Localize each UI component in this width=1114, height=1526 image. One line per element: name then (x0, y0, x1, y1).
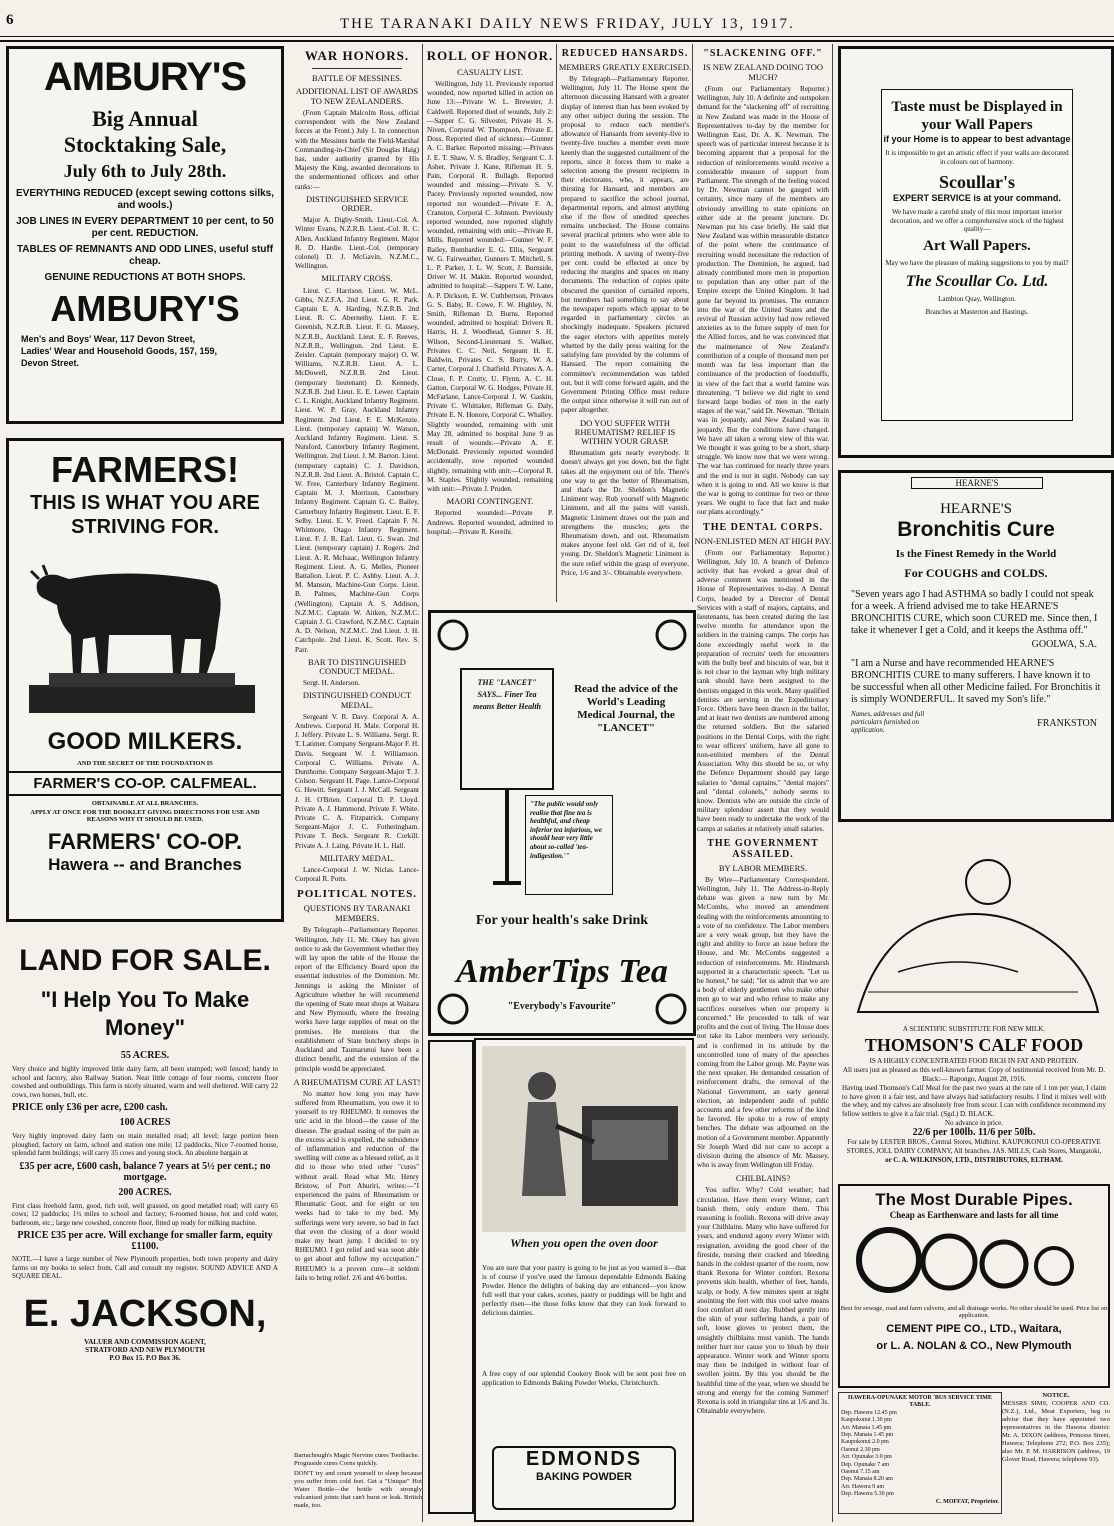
timetable-row: Kaupokonui 2.0 pm (841, 1439, 889, 1446)
messines-sub: BATTLE OF MESSINES. (312, 73, 402, 83)
edmonds-description: You are sure that your pastry is going to be just as you wanted it—that is of course if you've used the famous dependable Edmonds Baking Powder. Hence the delights of baking day are enhanced—you know full well that your cakes, scones, pastry or puddings will be light and perfectly risen—the those folks know that they can look forward to delicious dainties. (482, 1264, 686, 1317)
hansards-text: By Telegraph—Parliamentary Reporter. Wellington, July 11. The House spent the afternoon discussing Hansard with a greater display of interest than has been evoked by any other subject during the session. The proposal to reduce each member's allowance of Hansards from seventy-five to twenty-five touches a member even more keenly than the suggested curtailment of the reports, since it forces them to make a selection among the present recipients in their electorates, who, it appears, are thirsting for Hansard, and members are prepared to sacrifice the school journal, departmental reports, and almost anything else if the flow of unedited speeches remains unchecked. The House contains several practical printers who were able to point to the wastefulness of the official printing methods. A saving of twenty-five per cent. could be effected at once by reducing the margins and spaces on many documents. The reduction of copies quite obscured the question of curtailed reports, but members had something to say about the newspaper reports which appear to be regarded in parliamentary circles as shockingly inadequate. Speakers pictured the eager electors with appetites merely whetted by the daily press waiting for the satisfying fare provided by the columns of Hansard. The report containing the committee's recommendation was tabled out, but it will come forward again, and the Government Printing Office must reduce the output since otherwise it will run out of paper altogether. (561, 75, 689, 415)
timetable-row: Arr. Manaia 1.45 pm (841, 1424, 892, 1431)
land-for-sale-advert (6, 944, 284, 1362)
farmers-apply: APPLY AT ONCE FOR THE BOOKLET GIVING DIRECTIONS FOR USE AND REASONS WHY IT SHOULD BE USED. (30, 809, 260, 823)
timetable-row: Dep. Hawera 12.45 pm (841, 1409, 897, 1416)
timetable-row: Dep. Manaia 8.20 am (841, 1476, 893, 1483)
scoullar-quay: Lambton Quay, Wellington. (938, 295, 1016, 303)
maori-text: Reported wounded:—Private P. Andrews. Reported wounded, admitted to hospital:—Private R. Kereihi. (427, 509, 553, 536)
farmers-sub1: THIS IS WHAT YOU ARE (30, 492, 260, 514)
hearne-sig1: GOOLWA, S.A. (1031, 639, 1097, 650)
awards-sub: ADDITIONAL LIST OF AWARDS TO NEW ZEALANDERS. (295, 86, 419, 106)
land-100-price: £35 per acre, £600 cash, balance 7 years at 5½ per cent.; no mortgage. (19, 1160, 271, 1183)
rheumatism-cure-heading: A RHEUMATISM CURE AT LAST! (293, 1076, 421, 1087)
scoullar-branches: Branches at Masterton and Hastings. (925, 307, 1029, 316)
everybodys-favourite: "Everybody's Favourite" (507, 1001, 617, 1012)
amber-tips-tea-advert (428, 610, 696, 1036)
divider (312, 68, 402, 69)
farmers-sub2: STRIVING FOR. (71, 516, 219, 538)
jackson-name: E. JACKSON, (23, 1292, 267, 1335)
slackening-column (694, 44, 833, 1522)
cow-illustration (9, 539, 275, 719)
scoullar-sub: if your Home is to appear to best advantage (883, 134, 1071, 144)
mm-sub: MILITARY MEDAL. (319, 852, 395, 863)
timetable-heading: HAWERA-OPUNAKE MOTOR 'BUS SERVICE TIME TABLE. (848, 1395, 992, 1409)
lancet-read-advice: Read the advice of the World's Leading Medical Journal, the "LANCET" (574, 683, 678, 734)
farmers-advert (6, 438, 284, 922)
hearne-testimonial1: "Seven years ago I had ASTHMA so badly I could not speak for a week. A friend advised me to take HEARNE'S BRONCHITIS CURE, which soon CURED me. Since then, I take it whenever I get a Cold, and it keeps the Asthma off." (851, 589, 1098, 636)
rheum-relief-text: Rheumatism gets nearly everybody. It doesn't always get you down, but the fight takes all the enjoyment out of life. There's one way to get the better of Rheumatism, and that's the Dr. Sheldon's Magnetic Liniment way. Rub yourself with Magnetic Liniment, and all the pains will vanish. Magnetic Liniment draws out the pain and strengthens the muscles; gets the Rheumatism down, and out. Rheumatism makes anyone feel old. Get rid of it, feel young. Dr. Sheldon's Magnetic Liniment is the sure relief within the grasp of everyone. Price, 1/6 and 3/-. Obtainable everywhere. (561, 449, 689, 577)
mc-list: Lieut. C. Harrison. Lieut. W. McL. Gibbs, N.Z.F.A. 2nd Lieut. G. R. Park. Captain E. A. Harding, N.Z.R.B. 2nd Lieut. R. C. Abernethy. Lieut. F. E. Greenish, N.Z.R.B. Lieut. F. G. Massey, N.Z.R.B., Auckland. Lieut. E. F. Reeves, N.Z.R.B., Wellington. 2nd Lieut. E. Zeisler. Captain (temporary major) O. W. Williams, N.Z.R.B. Lieut. A. L. McDowell, N.Z.R.B. 2nd Lieut. (temporary lieutenant) D. Kennedy, N.Z.R.B. 2nd Lieut. E. E. Lewer. Captain C. L. Knight, Auckland Infantry Regiment. Lieut. W. P. Gray, Auckland Infantry Regiment. 2nd Lieut. F. E. McKenzie. Lieut. (temporary captain) W. Watson, Auckland Infantry Regiment. Lieut. S. Nutsford, Canterbury Infantry Regiment, Wellington. 2nd Lieut. J. M. Barton. Lieut. (temporary captain) C. J. Davidson, N.Z.R.B. 2nd Lieut. A. Bristol. Captain C. W. Free, Canterbury Infantry Regiment. Captain M. J. Morrison, Canterbury Infantry Regiment. Captain G. C. Bailey, Canterbury Infantry Regiment. Lieut. E. F. Selby. Lieut. E. V. Freed. Captain F. N. Whitmore, Otago Infantry Regiment. Lieut. F. J. R. Earl. Lieut. G. Swan. 2nd Lieut. (temporary captain) J. Rogers. 2nd Lieut. A. R. McIsaac, Wellington Infantry Regiment. Lieut. A. G. Melles, Pioneer Battalion. Lieut. P. C. Ashby. Lieut. A. J. M. Manson, Machine-Gun Corps. Lieut. B. Palmes, Machine-Gun Corps (Wellington). Captain A. S. Addison, N.Z.M.C. Captain W. Aitken, N.Z.M.C. Captain J. G. Crawford, N.Z.M.C. Captain A. D. Nelson, N.Z.M.C. 2nd Lieut. J. H. Catchpole. 2nd Lieut. K. Scott. Rev. S. Parr. (295, 286, 419, 654)
thomson-advert (838, 1024, 1110, 1178)
war-honors-heading: WAR HONORS. (304, 48, 410, 63)
cement-pipes-advert (838, 1184, 1110, 1388)
timetable-row: Arr. Hawera 9 am (841, 1483, 884, 1490)
mm-list: Lance-Corporal J. W. Niclas. Lance-Corporal R. Potts. (295, 866, 419, 884)
timetable-row: Kaupokonui 1.30 pm (841, 1417, 892, 1424)
ambury-advert (6, 46, 284, 424)
thomson-s5: For sale by LESTER BROS., Central Stores, Midhirst. KAUPOKONUI CO-OPERATIVE STORES, JOLL DAIRY COMPANY, All branches. JAS. MILLS, Cash Stores, Mangatoki, (846, 1138, 1102, 1155)
pipes-use: Best for sewage, road and farm culverts, and all drainage works. No other should be used. Price list on application. (840, 1305, 1108, 1319)
dso-list: Major A. Digby-Smith. Lieut.-Col. A. Winter Evans, N.Z.R.B. Lieut.-Col. R. C. Allen, Auckland Infantry Regiment. Major R. D. Hardie. Lieut.-Col. (temporary colonel) D. J. McGavin, N.Z.M.C., Wellington. (295, 216, 419, 271)
edmonds-tagline: When you open the oven door (510, 1236, 658, 1250)
ambury-point2: JOB LINES IN EVERY DEPARTMENT 10 per cent, to 50 per cent. REDUCTION. (16, 216, 274, 239)
chilblains-heading: CHILBLAINS? (735, 1173, 791, 1184)
edmonds-logo-name: EDMONDS (525, 1448, 643, 1470)
land-note: NOTE.—I have a large number of New Plymouth properties, both town property and dairy farms on my books to select from. Call and consult my register. SOUND ADVICE AND A SQUARE DEAL. (12, 1255, 278, 1280)
notice-heading: NOTICE. (1042, 1392, 1070, 1399)
roll-heading: ROLL OF HONOR. (426, 48, 554, 63)
land-200-price: PRICE £35 per acre. Will exchange for smaller farm, equity £1100. (17, 1230, 273, 1252)
land-200-acres: 200 ACRES. (118, 1186, 172, 1198)
calfmeal-heading: FARMER'S CO-OP. CALFMEAL. (9, 771, 281, 796)
scoullar-company: The Scoullar Co. Ltd. (905, 273, 1049, 290)
chilblains-text: You suffer. Why? Cold weather; bad circulation. Have them every Winter, can't banish them, only endure them. This reasoning is foolish. Rexona will drive away your Chilblains. Many who have suffered for years, and endured agony every Winter with resignation, avoiding the good cheer of the fireside, nursing their cracked and bleeding hands in the coldest quarter of the room, now thank Rexona for Winter comfort. Rexona prevents skin health, whether of feet, hands, scalp, or body. A few minutes spent at night anointing the feet with this cool salve means foot comfort all next day. Rubbed gently into the skin of your suffering hands, a pair of soft, loose gloves to protect them, the unsightly chilblains must vanish. The hands neither hurt nor cause you to blush by their appearance. Winter work and Winter sports may then be indulged in without fear of swollen joints. By this you should be the healthful time of the year, when we should be strong and energy for the coming Summer! Rexona is sold in triangular tins at 1/6 and 3s. Obtainable everywhere. (697, 1186, 829, 1416)
ambury-name-2: AMBURY'S (50, 288, 240, 329)
scoullar-name: Scoullar's (938, 172, 1015, 192)
health-sake: For your health's sake Drink (475, 913, 649, 928)
rheumatism-cure-text: No matter how long you may have suffered from Rheumatism, you owe it to yourself to try RHEUMO. It removes the uric acid in the blood—the cause of the disease. The gradual easing of the pain as the excess acid is expelled, the subsidence of inflammation and reduction of the swelling will come as a blessed relief, as it did to those who tried other "cures" without avail. Read what Mr. Henry Bristow, of Port Ahuriri, writes:—"I experienced the pains of Rheumatism or Rheumatic Gout, and for eight or ten weeks had to take to my bed. My sufferings were very severe, so bad in fact that even the closing of a door would make my heart jump. I decided to try RHEUMO. I got relief and was soon able to get about and follow my occupation." RHEUMO is a proven cure—it seldom fails to bring relief. 2/6 and 4/6 bottles. (295, 1089, 419, 1282)
hearne-sig2: FRANKSTON (1037, 718, 1097, 729)
hearne-names: Names, addresses and full particulars furnished on application. (851, 710, 925, 734)
mc-sub: MILITARY CROSS. (321, 273, 393, 284)
scoullar-advert (838, 46, 1114, 458)
thomson-title: THOMSON'S CALF FOOD (864, 1034, 1084, 1055)
ambury-address1: Men's and Boys' Wear, 117 Devon Street, (21, 334, 196, 344)
pipes-company1: CEMENT PIPE CO., LTD., Waitara, (886, 1323, 1062, 1335)
rheum-relief-sub: DO YOU SUFFER WITH RHEUMATISM? RELIEF IS WITHIN YOUR GRASP. (574, 417, 676, 446)
political-notes-heading: POLITICAL NOTES. (297, 888, 417, 901)
government-sub: BY LABOR MEMBERS. (718, 862, 808, 873)
farmers-obtainable: OBTAINABLE AT ALL BRANCHES. (91, 800, 199, 807)
timetable-row: Arr. Opunake 3.0 pm (841, 1454, 892, 1461)
bus-timetable (838, 1392, 1002, 1514)
scoullar-art-papers: Art Wall Papers. (923, 237, 1031, 254)
dental-heading: THE DENTAL CORPS. (703, 521, 823, 533)
farmers-secret: AND THE SECRET OF THE FOUNDATION IS (77, 760, 213, 767)
casualty-sub: CASUALTY LIST. (457, 67, 523, 77)
farmers-hawera: Hawera -- and Branches (48, 855, 242, 874)
hearne-coughs: For COUGHS and COLDS. (904, 566, 1048, 580)
timetable-row: Oaonui 7.15 am (841, 1469, 880, 1476)
land-100-acres: 100 ACRES (119, 1117, 171, 1128)
scoullar-note: It is impossible to get an artistic effect if your walls are decorated in colours out of harmony. (885, 149, 1069, 166)
dental-text: (From our Parliamentary Reporter.) Wellington, July 10. A branch of Defence activity that has evoked a great deal of adverse comment was mentioned in the House of Representatives to-day. A Dental Corps, headed by a Director of Dental Services with a staff of majors, captains, and lieutenants, has been created during the last twelve months for attendance upon the soldiers in the training camps. The corps has done exceedingly useful work in the preparation of recruits' teeth for encounters with the bully beef and biscuits of war, but it is not clear to the layman why high military rank should have been assigned to the dentists engaged in this work. Many qualified dentists are serving in the Expeditionary Force. Others have been drawn in the ballot, and at least two dentists are numbered among the returned soldiers. But the salaried positions in the Dental Corps, with the right to wear officers' uniform, have all gone to non-enlisted members of the Dental Association. Why this should be so, or why the Defence Department should pay large salaries to "dental captains," "dental majors" and "dental colonels," nobody seems to know. Dentists who are outside the circle of military splendour assert that they would have been ready to undertake the work of the camps at salaries at relatively small salaries. (697, 548, 829, 833)
edmonds-logo (492, 1446, 676, 1510)
notice-text: MESSRS SIMS, COOPER AND CO. (N.Z.), Ltd., Meat Exporters, beg to advise that they have appointed two representatives in the Hawera district: Mr. A. DIXON (address, Princess Street, Hawera; Telephone 272; P.O. Box 235); also Mr. P. M. HARRISON (address, 19 Glover Road, Hawera; telephone 93). (1002, 1400, 1110, 1463)
barrachough-ad: Barrachough's Magic Nervine cures Toothache. Prograside cures Corns quickly. (294, 1452, 420, 1467)
slackening-sub: IS NEW ZEALAND DOING TOO MUCH? (703, 62, 823, 82)
jackson-valuer: VALUER AND COMMISSION AGENT, (84, 1337, 206, 1346)
government-text: By Wire—Parliamentary Correspondent. Wellington, July 11. The Address-in-Reply debate was given a new turn by Mr. McCombs, who moved an amendment dealing with the reinforcements amounting to a vote of no confidence. The Labor members are a very weak group, but they have the right and ability to force an issue before the House, and Mr. McCombs suggested a reduction of reinforcements. Mr. Hindmarsh supported in a characteristic speech. "Let us be honest," he said; "let us admit that we are a body of elderly gentlemen who make other men go to war and who refuse to make any sacrifices ourselves when our property is concerned." He proceeded to talk of war profits and the cost of living. The House does not take its Labor members very seriously, and is confirmed in its attitude by the uncontrolled tone of many of the speeches coming from the Labor group. Mr. Payne was the next speaker. He demanded cessation of reinforcement drafts, the removal of the National Government, an early general election, an independent audit of public accounts and a few other reforms of the kind he favored. He spoke to a row of empty benches. The debate was adjourned on the motion of a Government member. Apparently Sir Joseph Ward did not care to accept a division during the absence of Mr. Massey, who is away from Wellington till Friday. (697, 875, 829, 1170)
thomson-s1: IS A HIGHLY CONCENTRATED FOOD RICH IN FAT AND PROTEIN. (869, 1056, 1079, 1065)
government-heading: THE GOVERNMENT ASSAILED. (707, 837, 819, 860)
timetable-proprietor: C. MOFFAT, Proprietor. (935, 1498, 999, 1505)
hansards-column (558, 44, 693, 602)
ambury-point4: GENUINE REDUCTIONS AT BOTH SHOPS. (44, 272, 246, 283)
newspaper-title: THE TARANAKI DAILY NEWS FRIDAY, JULY 13, 1917. (340, 16, 795, 32)
farmers-heading: FARMERS! (51, 449, 239, 490)
dental-sub: NON-ENLISTED MEN AT HIGH PAY. (694, 535, 832, 546)
sims-cooper-notice (1002, 1392, 1110, 1464)
dcm-list: Sergeant V. R. Davy. Corporal A. A. Andrews. Corporal H. Male. Corporal H. J. Jeffery. Private L. S. Williams. Sergt. R. T. Latimer. Company Sergeant-Major F. H. Davis. Sergeant W. J. Williamson. Corporal C. Williams. Private A. Dunthorne. Company Sergeant-Major T. J. Colson. Sergeant H. Page. Lance-Corporal G. Hewitt. Sergeant J. J. McCall. Sergeant J. H. O'Brien. Corporal D. P. Lloyd. Private A. J. Hammond. Private F. White. Private C. A. Fitzpatrick. Company Sergeant-Major J. C. Fotheringham. Private T. Beck. Sergeant R. Corkill. Private A. J. Laing. Private H. L. Hall. (295, 712, 419, 850)
jackson-places: STRATFORD AND NEW PLYMOUTH (85, 1345, 205, 1354)
hearne-sign: HEARNE'S (911, 477, 1043, 489)
pipes-company2: or L. A. NOLAN & CO., New Plymouth (876, 1340, 1072, 1352)
scoullar-headline: Taste must be Displayed in your Wall Papers (891, 99, 1063, 133)
jackson-boxes: P.O Box 15. P.O Box 36. (109, 1353, 181, 1362)
timetable-row: Dep. Manaia 1.45 pm (841, 1432, 894, 1439)
questions-sub: QUESTIONS BY TARANAKI MEMBERS. (303, 903, 411, 924)
land-55-price: PRICE only £36 per acre, £200 cash. (12, 1102, 168, 1113)
scoullar-panel (881, 89, 1073, 421)
amber-tips-brand: AmberTips Tea (456, 953, 668, 990)
hansards-heading: REDUCED HANSARDS. (561, 48, 689, 59)
war-intro: (From Captain Malcolm Ross, official correspondent with the New Zealand forces at the Front.) July 1. In connection with the Messines battle the Field-Marshal Commanding-in-Chief (Sir Douglas Haig) has, under authority granted by His Majesty the King, awarded decorations to the undermentioned officers and other ranks:— (295, 109, 419, 191)
land-quote: "I Help You To Make Money" (40, 987, 250, 1040)
edmonds-logo-sub: BAKING POWDER (536, 1471, 632, 1483)
thomson-s4: No advance in price. (945, 1119, 1003, 1127)
land-200-text: First class freehold farm, good, rich soil, well grassed, on good metalled road; will carry 65 cows; 12 paddocks; 1½ miles to school and factory; 6-roomed house, hot and cold water, bathroom, etc.; large new cowshed, concrete floor, fitted up ready for milking machine. (12, 1201, 278, 1227)
hansards-sub: MEMBERS GREATLY EXERCISED. (558, 62, 692, 72)
ambury-line1: Big Annual (92, 106, 198, 131)
casualty-text: Wellington, July 11. Previously reported wounded, now reported killed in action on June 13:—Private W. L. Brewster, J. Caldwell. Reported died of wounds, July 2:—Sapper C. G. Silvester, Private H. S. Niven, Corporal W. Thompson, Private E. Doss. Reported died of sickness:—Gunner A. C. Barker. Reported missing:—Privates J. E. T. Shaw, V. S. Bradley, Sergeant C. J. Asher, Private J. Kane, Rifleman H. S. Pain, Corporal R. Bullagh. Reported wounded and missing:—Private S. V. Pacey. Previously reported wounded, now reported not wounded:—Private F. A. Cranston, Corporal C. Johnson. Previously reported wounded, now reported slightly wounded, remaining with unit:—Private R. Mills. Reported wounded:—Gunner W. F. Bailey, Bombardier E. G. Ellis, Sergeant W. G. Fairweather, Gunners T. Mitchell, S. L. P. Parker, J. L. W. Scott, J. Burnside, Driver W. H. Makin. Reported wounded, admitted to hospital:—Sappers T. W. Lane, A. P. Dickson, E. W. Cuthbertson, Privates G. S. Baby, R. Cowe, F. W. Highley, N. Smith, Rifleman D. Burns. Reported wounded, admitted to hospital: Drivers R. Harris, H. J. Woodhead, Gunner S. H. Wilson, Second-Lieutenant S. Walker, Privates C. C. Neil, Sergeant H. E. Baldwin, Privates C. S. Burry, W. A. Carter, Corporal J. Chatfield. Privates A. A. Close, F. P. Crotty, U. Flynn, A. C. H. Gatton, Corporal W. G. Hodges, Private H. McFarlane, Lance-Corporal J. W. Gaskin, Private C. Whittaker, Rifleman G. Daly, Private E. N. Honore, Corporal C. Whalley. Slightly wounded, remaining with unit May 28, admitted to hospital June 9 as result of wounds:—Private A. F. McDonald. Previously reported wounded accidentally, now reported wounded slightly, remaining with unit:—Corporal R. M. Staples. Slightly wounded, remaining with unit:—Private J. Pruden. (427, 80, 553, 493)
lancet-signboard: THE "LANCET" SAYS... Finer Tea means Better Health (473, 678, 541, 711)
questions-text: By Telegraph—Parliamentary Reporter. Wellington, July 11. Mr. Okey has given notice to ask the Government whether they will lay upon the table of the House the report of the Efficiency Board upon the essential industries of the Dominion. Mr. Jennings is asking the Minister of Agriculture whether he will recommend the opening of State meat shops at Waitara and New Plymouth, where the freezing works have large supplies of meat on the premises. He mentions that the establishment of State butchery shops in Auckland and Taumarunui have been a distinct benefit, and the extension of the principle would be appreciated. (295, 926, 419, 1073)
thomson-s2: All users just as pleased as this well-known farmer. Copy of testimonial received from Mr. D. Black:— Rapongo, August 28, 1916. (842, 1066, 1106, 1083)
kitchen-illustration (482, 1046, 686, 1232)
ambury-address2: Ladies' Wear and Household Goods, 157, 159, (21, 346, 218, 356)
pipes-illustration (849, 1220, 1099, 1300)
pipes-sub: Cheap as Earthenware and lasts for all time (889, 1210, 1059, 1220)
scoullar-mail: May we have the pleasure of making suggestions to you by mail? (885, 258, 1069, 267)
hearne-finest: Is the Finest Remedy in the World (895, 548, 1057, 560)
thomson-s6: or C. A. WILKINSON, LTD., DISTRIBUTORS, ELTHAM. (885, 1156, 1063, 1164)
ambury-point3: TABLES OF REMNANTS AND ODD LINES, useful stuff cheap. (16, 244, 274, 267)
thomson-price: 22/6 per 100lb. 11/6 per 50lb. (912, 1126, 1036, 1138)
bar-dcm-list: Sergt. H. Anderson. (303, 679, 360, 688)
thomson-s3: Having used Thomson's Calf Meal for the past two years at the rate of 1 ton per year, I claim to have given it a fair test, and have always had satisfactory results. I find it mixes well with the whey, and my calves are absolutely free from scour. I can with confidence recommend my fellow settlers to give it a fair trial. (Sgd.) D. BLACK. (842, 1084, 1106, 1118)
war-honors-column (292, 44, 423, 1522)
thomson-pre: A SCIENTIFIC SUBSTITUTE FOR NEW MILK. (902, 1025, 1046, 1033)
land-heading: LAND FOR SALE. (19, 944, 271, 977)
ambury-address3: Devon Street. (21, 358, 80, 368)
land-55-text: Very choice and highly improved little dairy farm, all been stumped; well fenced; handy to school and factory, also Railway Station. Neat little cottage of four rooms, concrete floor cowshed and outbuildings. This farm is nicely situated, warm and well sheltered. Will carry 22 cows, two horses, bull, etc. (12, 1065, 278, 1099)
hot-water-bottle-ad: DON'T try and count yourself to sleep because you suffer from cold feet. Get a "Unique" Hot Water Bottle—the bottle with strongly vulcanised joints that can't burst or leak. British made, too. (294, 1470, 422, 1509)
ambury-name: AMBURY'S (43, 55, 247, 99)
hearne-advert (838, 470, 1114, 822)
pipes-title: The Most Durable Pipes. (875, 1190, 1073, 1209)
edmonds-advert (474, 1038, 694, 1522)
good-milkers: GOOD MILKERS. (47, 728, 243, 755)
dcm-sub: DISTINGUISHED CONDUCT MEDAL. (302, 690, 412, 710)
dso-sub: DISTINGUISHED SERVICE ORDER. (305, 193, 409, 214)
masthead-rule (0, 36, 1114, 37)
land-100-text: Very highly improved dairy farm on main metalled road; all level; large portion been ploughed; factory on farm, school and station one mile; 12 paddocks, Nice 7-roomed house, splendid farm buildings; will carry 35 cows and young stock. An absolute bargain at (12, 1132, 278, 1157)
ambury-dates: July 6th to July 28th. (63, 161, 227, 181)
scoullar-study: We have made a careful study of this most important interior decoration, and we offer a comprehensive stock of the highest quality— (890, 208, 1064, 233)
lancet-quote: "The public would only realise that fine tea is healthful, and cheap inferior tea injurious, we should hear very little about so-called 'tea-indigestion.'" (525, 795, 613, 895)
edmonds-free-book: A free copy of our splendid Cookery Book will be sent post free on application to Edmonds Baking Powder Works, Christchurch. (482, 1370, 686, 1387)
ambury-line2: Stocktaking Sale, (63, 132, 227, 157)
timetable-row: Dep. Opunake 7 am (841, 1461, 889, 1468)
land-55-acres: 55 ACRES. (120, 1050, 170, 1061)
hearne-testimonial2: "I am a Nurse and have recommended HEARNE'S BRONCHITIS CURE to many sufferers. I have known it to be successful when all other Medicine failed. For Bronchitis it is simply WONDERFUL. It saved my Son's life." (851, 658, 1101, 705)
timetable-row: Oaonui 2.30 pm (841, 1446, 880, 1453)
bar-dcm-sub: BAR TO DISTINGUISHED CONDUCT MEDAL. (308, 656, 406, 676)
page-number: 6 (6, 12, 14, 28)
slackening-heading: "SLACKENING OFF." (703, 48, 823, 59)
maori-sub: MAORI CONTINGENT. (446, 496, 534, 507)
farmers-coop: FARMERS' CO-OP. (47, 829, 243, 854)
bronchitis-cure: Bronchitis Cure (897, 518, 1055, 541)
slackening-text: (From our Parliamentary Reporter.) Wellington, July 10. A definite and outspoken demand for the "slackening off" of recruiting in New Zealand was made in the House of Representatives to-day by the member for Wellington East, Dr. A. K. Newman. The speech was of particular interest because it is becoming apparent that a proposal for the reduction of reinforcements would receive a considerable measure of support from Parliament. The strength of the feeling voiced by Dr. Newman cannot be gauged with certainty, since many of the members are obviously unwilling to state opinions on either side at the present juncture. Dr. Newman put his case briefly. He said that New Zealand was within measurable distance of the point where the continuance of recruiting would necessitate the reduction of production. The Dominion, he argued, had already contributed more men in proportion to population than any other part of the Empire except the United Kingdom. It had gone far beyond its promises. The entrance into the war of the United States and the revival of Russian activity had now relieved anxieties as to the future supply of men for the Allied forces, and he was convinced that the maintenance of New Zealand's contribution of a couple of thousand men per month was far less important than the continuance of the production of foodstuffs, in view of the fact that a world famine was threatening. "I believe we did right to send forward large bodies of men in the early stages of the war," said Dr. Newman. "Britain was in jeopardy, and New Zealand was in jeopardy. But the conditions have changed. We have all taken a wrong view of this war. We thought it was going to be a short, sharp struggle. We know now that we were wrong. The war has continued for nearly three years and the end is not in sight. Nobody can say when it is going to end. All we know is that the war is going to continue for two or three years. We ought to face that fact and make our plans accordingly." (697, 85, 829, 517)
scoullar-service: EXPERT SERVICE is at your command. (893, 193, 1061, 203)
nurse-illustration (838, 822, 1108, 1018)
ambury-point1: EVERYTHING REDUCED (except sewing cottons silks, and wools.) (15, 188, 275, 211)
timetable-row: Dep. Hawera 5.30 pm (841, 1491, 894, 1498)
tea-ad-side-border (428, 1040, 474, 1514)
hearne-name: HEARNE'S (940, 501, 1012, 517)
roll-of-honor-column (424, 44, 557, 602)
